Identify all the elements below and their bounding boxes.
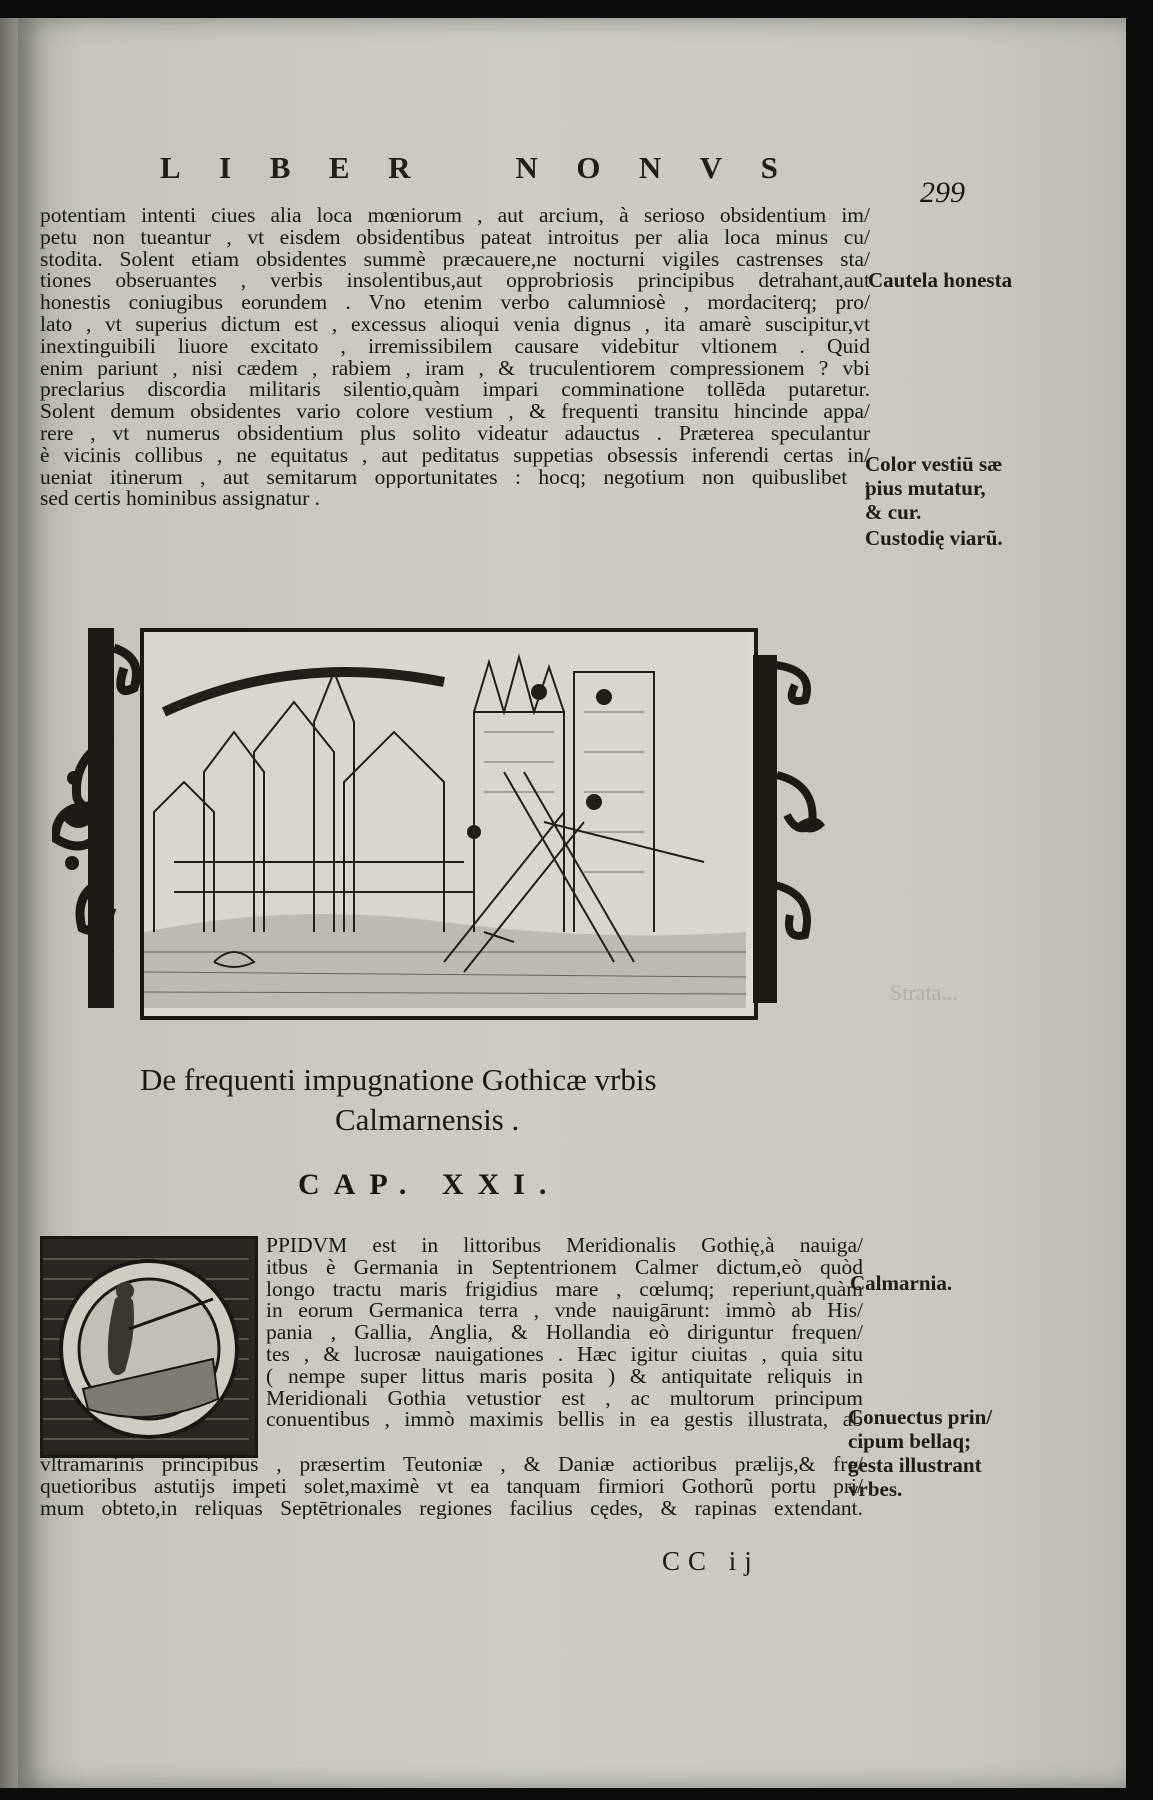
header-letter: V xyxy=(699,150,725,185)
header-letter: O xyxy=(576,150,603,185)
text-line: rere , vt numerus obsidentium plus solito videatur adauctus . Præterea speculantur xyxy=(40,422,870,445)
paragraph-2-continuation xyxy=(40,1454,863,1519)
margin-line: Conuectus prin/ xyxy=(848,1405,993,1429)
paragraph-2 xyxy=(266,1235,863,1431)
text-line: in eorum Germanica terra , vnde nauigārunt: immò ab His/ xyxy=(266,1300,863,1323)
margin-line: vrbes. xyxy=(848,1477,903,1501)
margin-line: gesta illustrant xyxy=(848,1453,982,1477)
margin-line: cipum bellaq; xyxy=(848,1429,972,1453)
left-ornament xyxy=(52,628,148,1008)
text-line: quetioribus astutijs impeti solet,maximè vt ea tanquam firmiori Gothorũ portu pri/ xyxy=(40,1475,863,1498)
text-line: pania , Gallia, Anglia, & Hollandia eò diriguntur frequen/ xyxy=(266,1322,863,1344)
margin-note-custodie: Custodię viarũ. xyxy=(865,526,1003,550)
header-letter: R xyxy=(388,150,413,185)
text-line: tes , & lucrosæ nauigationes . Hæc igitur ciuitas , quia situ xyxy=(266,1343,863,1366)
header-letter: S xyxy=(760,150,780,185)
text-line: tiones obseruantes , verbis insolentibus,aut opprobriosis principibus detrahant,aut xyxy=(40,270,870,293)
page-number: 299 xyxy=(920,176,965,209)
text-line: honestis coniugibus eorundem . Vno etenim verbo calumniosè , mordaciterq; pro/ xyxy=(40,292,870,314)
header-letter: I xyxy=(219,150,234,185)
text-line: inextinguibili liuore excitato , irremissibilem causare videbitur vltionem . Quid xyxy=(40,335,870,358)
margin-line: & cur. xyxy=(865,500,922,524)
text-line: conuentibus , immò maximis bellis in ea gestis illustrata, ab xyxy=(266,1409,863,1432)
show-through-text: Strata... xyxy=(890,980,958,1005)
initial-o-woodcut xyxy=(43,1239,249,1449)
text-line: potentiam intenti ciues alia loca mœniorum , aut arcium, à serioso obsidentium im/ xyxy=(40,205,870,227)
woodcut-siege-illustration xyxy=(140,628,758,1020)
text-line: preclarius discordia militaris silentio,quàm impari comminatione tollēda putaretur. xyxy=(40,379,870,402)
margin-note-conuectus xyxy=(848,1405,992,1501)
chapter-title-line: De frequenti impugnatione Gothicæ vrbis xyxy=(140,1062,657,1097)
text-line: lato , vt superius dictum est , excessus alioqui venia dignus , ita amarè suscipitur,vt xyxy=(40,313,870,336)
margin-note-color xyxy=(865,452,1002,524)
header-letter: L xyxy=(160,150,183,185)
text-line: itbus è Germania in Septentrionem Calmer dictum,eò quòd xyxy=(266,1256,863,1279)
text-line: ueniat itinerum , aut semitarum opportunitates : hocq; negotium non quibuslibet , xyxy=(40,466,870,489)
header-letter: B xyxy=(269,150,293,185)
right-ornament xyxy=(745,655,827,1003)
margin-note-cautela: Cautela honesta xyxy=(868,268,1013,292)
running-header xyxy=(160,150,780,186)
siege-scene-image xyxy=(144,632,746,1008)
header-letter: E xyxy=(328,150,352,185)
header-letter: N xyxy=(515,150,540,185)
paragraph-1 xyxy=(40,205,870,510)
margin-line: pius mutatur, xyxy=(865,476,986,500)
text-line: Meridionali Gothia vetustior est , ac multorum principum xyxy=(266,1387,863,1410)
text-line: Solent demum obsidentes vario colore vestium , & frequenti transitu hincinde appa/ xyxy=(40,401,870,423)
chapter-number: CAP. XXI. xyxy=(298,1168,561,1201)
margin-note-calmarnia: Calmarnia. xyxy=(850,1271,953,1295)
text-line: vltramarinis principibus , præsertim Teutoniæ , & Daniæ actioribus prælijs,& fre/ xyxy=(40,1454,863,1476)
text-line: ( nempe super littus maris posita ) & antiquitate reliquis in xyxy=(266,1365,863,1388)
text-line: stodita. Solent etiam obsidentes summè præcauere,ne nocturni vigiles castrenses sta/ xyxy=(40,248,870,271)
chapter-title xyxy=(140,1060,740,1140)
text-line: enim pariunt , nisi cædem , rabiem , iram , & truculentiorem compressionem ? vbi xyxy=(40,357,870,380)
text-line: mum obteto,in reliquas Septētrionales regiones facilius cędes, & rapinas extendant. xyxy=(40,1497,863,1520)
text-line: è vicinis collibus , ne equitatus , aut peditatus suppetias obsessis inferendi certas in/ xyxy=(40,444,870,467)
chapter-title-line: Calmarnensis . xyxy=(335,1102,520,1137)
margin-line: Color vestiū sæ xyxy=(865,452,1003,476)
header-letter: N xyxy=(638,150,664,185)
text-line: sed certis hominibus assignatur . xyxy=(40,488,321,511)
decorated-initial-o xyxy=(40,1236,258,1458)
text-line: petu non tueantur , vt eisdem obsidentibus pateat introitus per alia loca minus cu/ xyxy=(40,226,870,249)
text-line: PPIDVM est in littoribus Meridionalis Gothię,à nauiga/ xyxy=(266,1235,863,1257)
signature-mark: CC ij xyxy=(662,1546,760,1576)
text-line: longo tractu maris frigidius mare , cœlumq; reperiunt,quàm xyxy=(266,1278,863,1301)
